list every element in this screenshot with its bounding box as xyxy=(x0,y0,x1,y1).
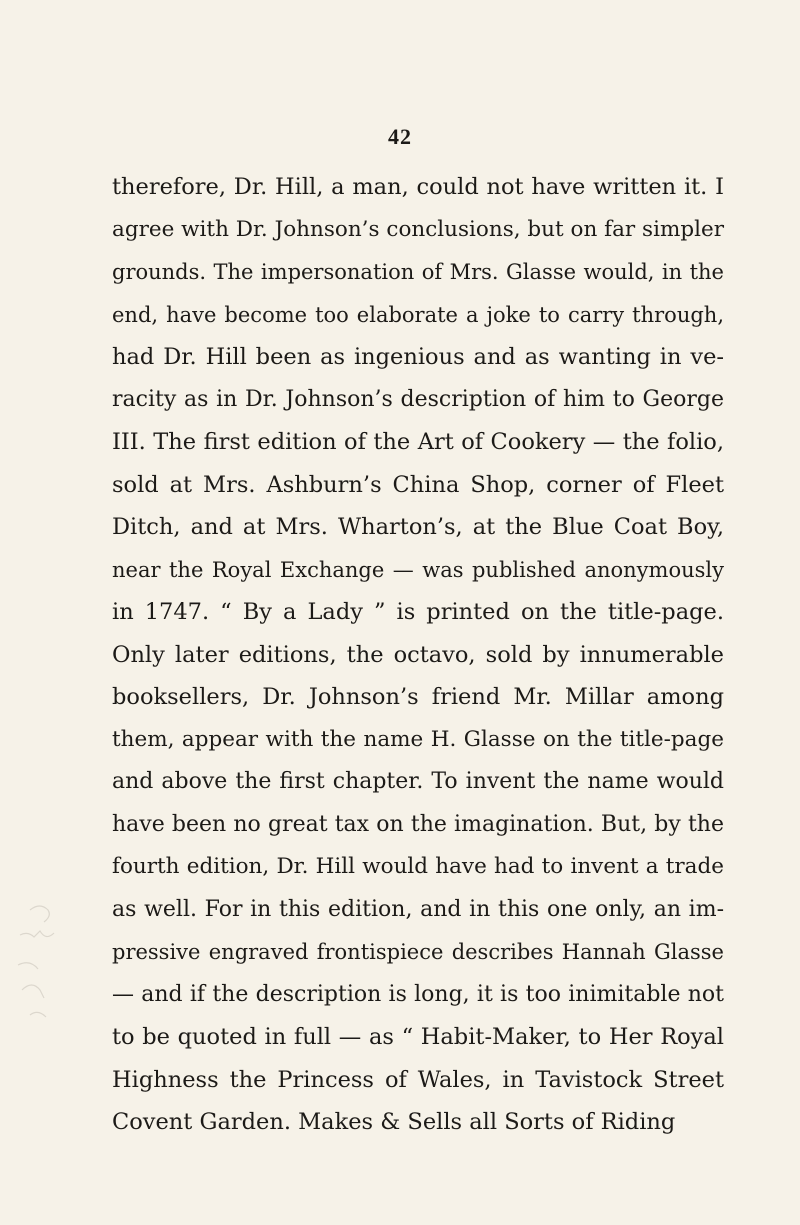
text-line: fourth edition, Dr. Hill would have had to invent a trade xyxy=(112,854,724,879)
show-through-ink-marks xyxy=(0,890,110,1040)
text-line: as well. For in this edition, and in this one only, an im- xyxy=(112,896,724,922)
text-line: Only later editions, the octavo, sold by innumerable xyxy=(112,641,724,668)
text-line: have been no great tax on the imagination. But, by the xyxy=(112,811,724,837)
text-line: booksellers, Dr. Johnson’s friend Mr. Millar among xyxy=(112,684,724,710)
text-line: them, appear with the name H. Glasse on the title-page xyxy=(112,726,724,752)
text-line: Ditch, and at Mrs. Wharton’s, at the Blue Coat Boy, xyxy=(112,514,724,540)
body-text xyxy=(112,166,724,1144)
text-line: Covent Garden. Makes & Sells all Sorts of Riding xyxy=(112,1109,676,1135)
text-line: racity as in Dr. Johnson’s description of him to George xyxy=(112,386,724,412)
text-line: in 1747. “ By a Lady ” is printed on the title-page. xyxy=(112,599,724,625)
page-number: 42 xyxy=(388,124,412,149)
text-line: sold at Mrs. Ashburn’s China Shop, corner of Fleet xyxy=(112,471,724,498)
text-line: had Dr. Hill been as ingenious and as wanting in ve- xyxy=(112,344,724,370)
text-line: to be quoted in full — as “ Habit-Maker, to Her Royal xyxy=(112,1024,724,1050)
text-line: — and if the description is long, it is too inimitable not xyxy=(112,981,724,1007)
text-line: Highness the Princess of Wales, in Tavistock Street xyxy=(112,1066,724,1093)
text-line: near the Royal Exchange — was published anonymously xyxy=(112,557,724,582)
text-line: therefore, Dr. Hill, a man, could not have written it. I xyxy=(112,174,724,200)
text-line: and above the first chapter. To invent the name would xyxy=(112,769,724,794)
text-line: end, have become too elaborate a joke to carry through, xyxy=(112,302,724,327)
text-line: pressive engraved frontispiece describes Hannah Glasse xyxy=(112,940,724,964)
text-line: agree with Dr. Johnson’s conclusions, but on far simpler xyxy=(112,216,724,242)
text-line: III. The first edition of the Art of Cookery — the folio, xyxy=(112,429,724,455)
text-line: grounds. The impersonation of Mrs. Glasse would, in the xyxy=(112,260,724,284)
